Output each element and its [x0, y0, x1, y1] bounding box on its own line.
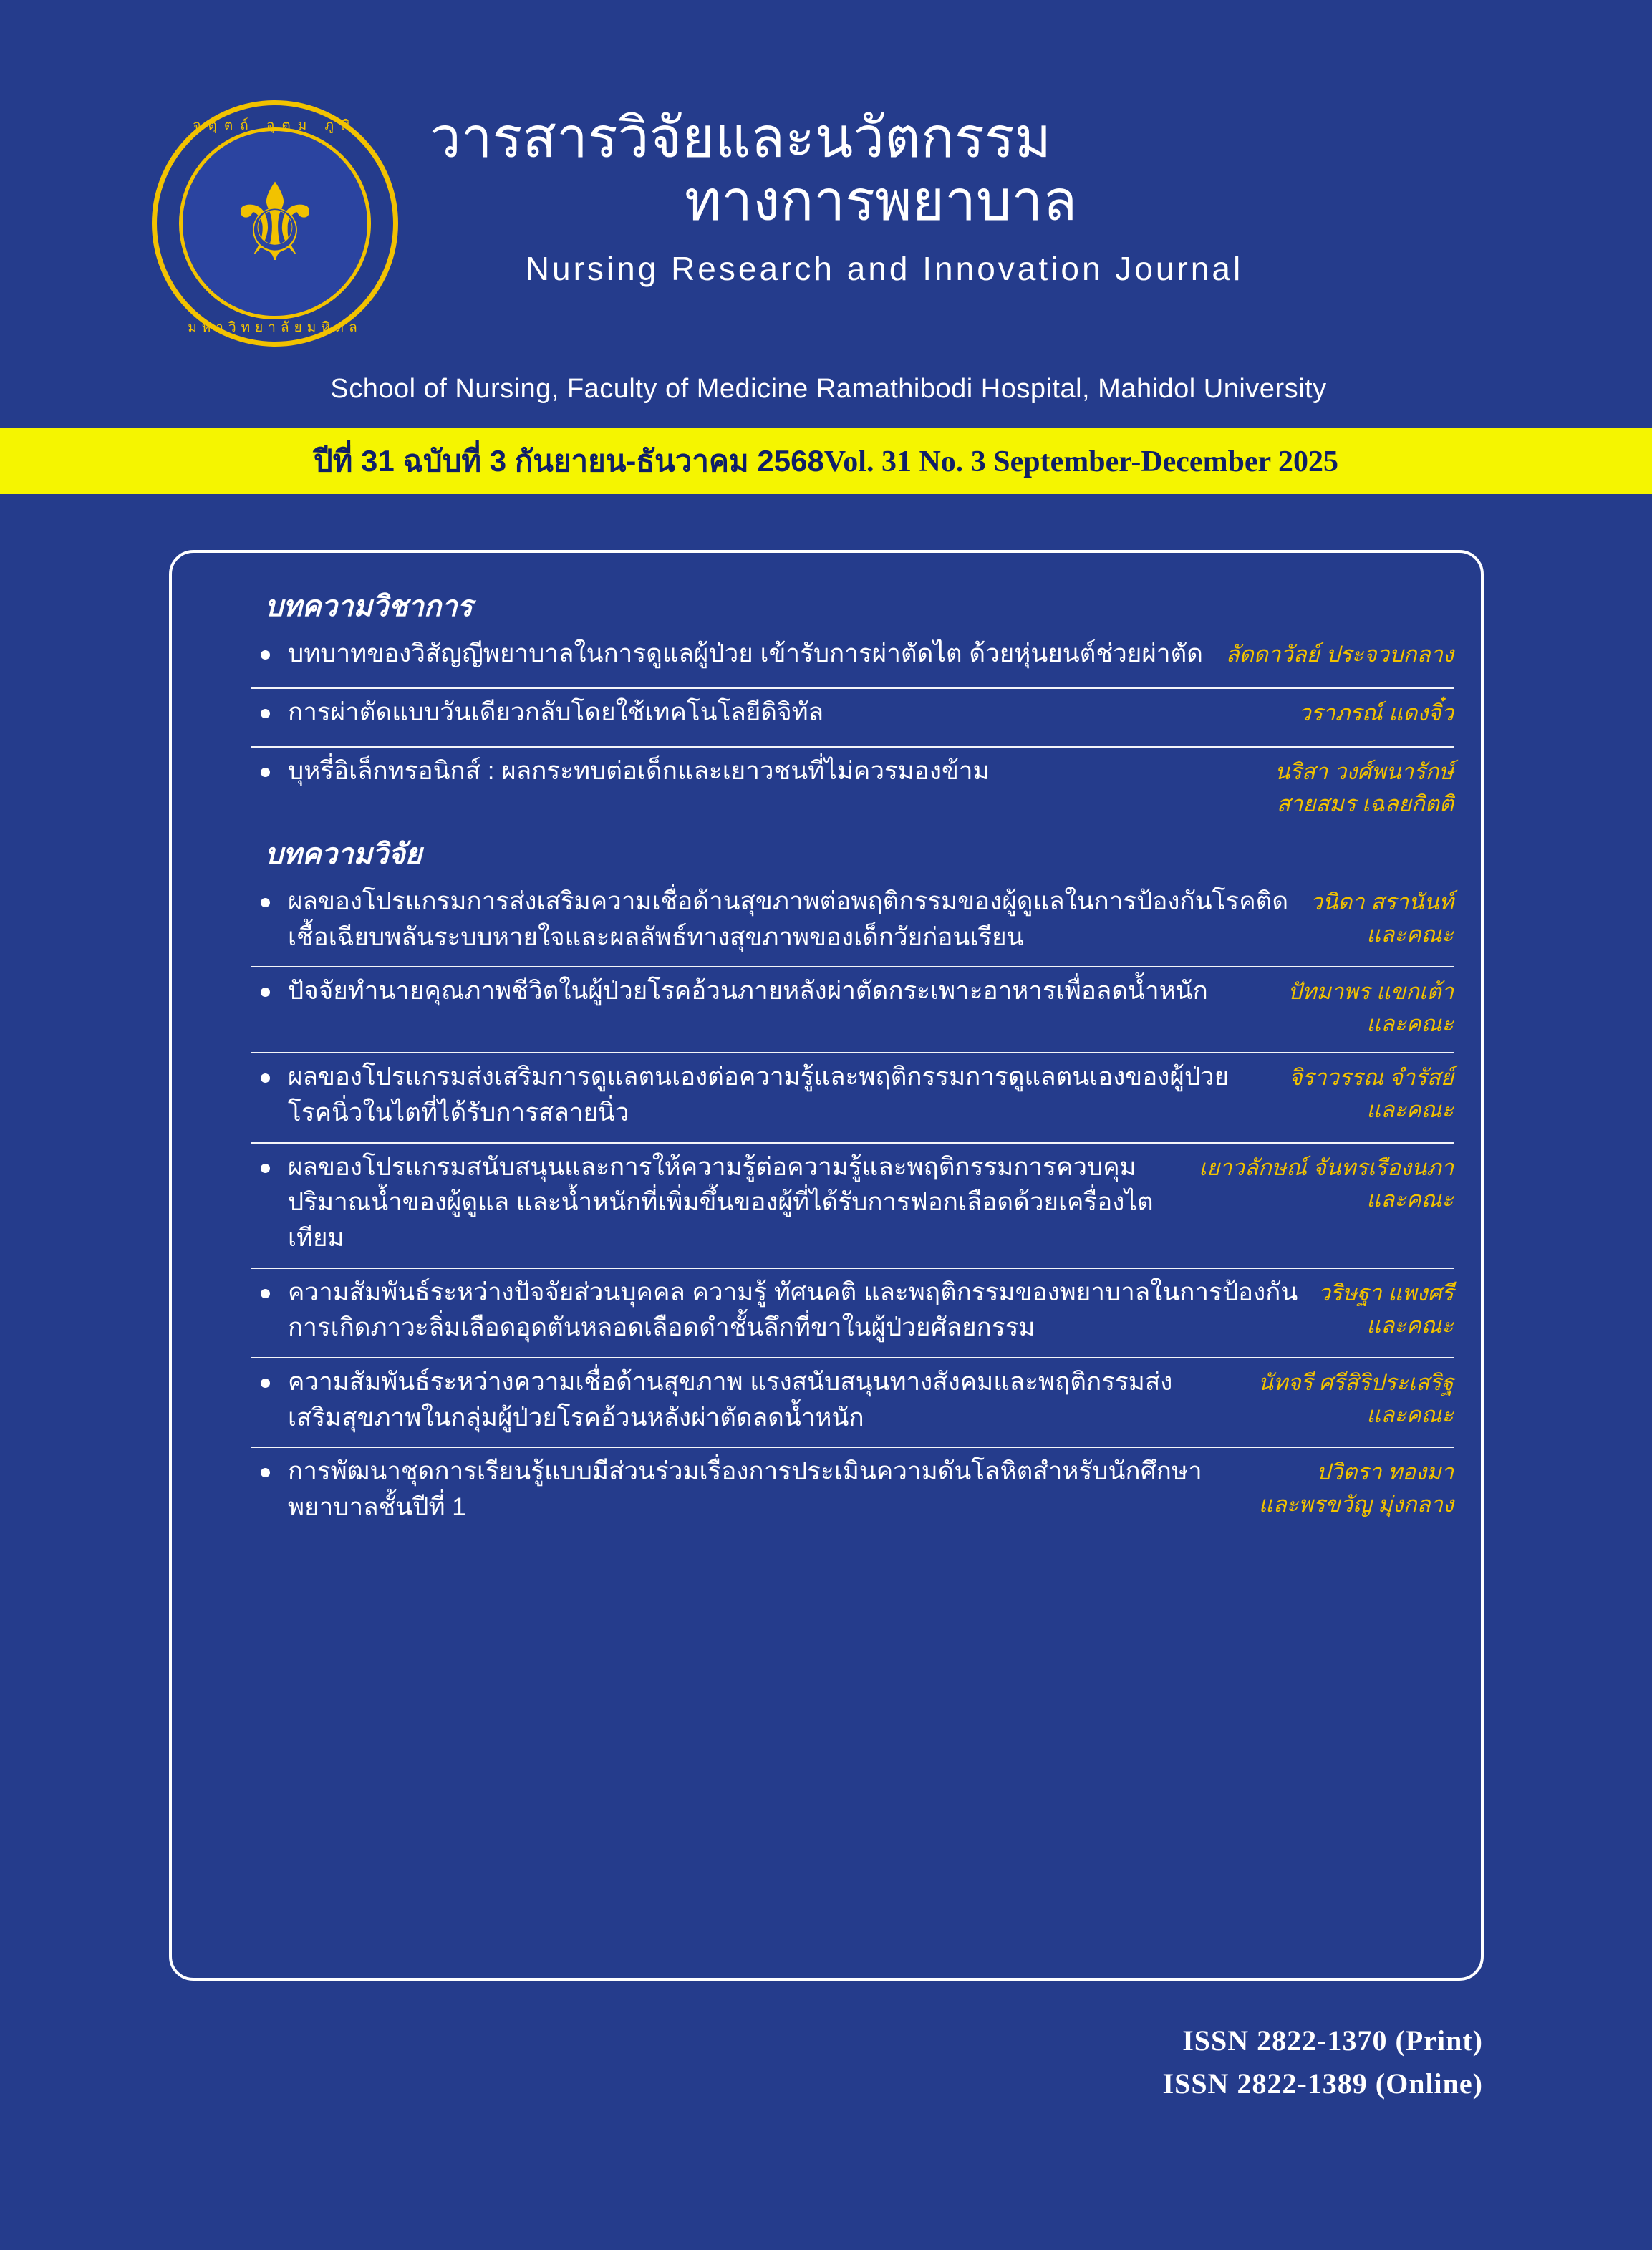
author-etal: และคณะ	[1366, 1097, 1454, 1123]
bullet-icon	[261, 1468, 270, 1477]
section-heading-research-articles: บทความวิจัย	[265, 838, 422, 870]
university-logo	[152, 100, 402, 351]
author-name: ลัดดาวัลย์ ประจวบกลาง	[1225, 642, 1454, 667]
entry-divider	[251, 687, 1454, 689]
issn-print: ISSN 2822-1370 (Print)	[1182, 2024, 1483, 2057]
issue-english: Vol. 31 No. 3 September-December 2025	[823, 445, 1338, 478]
bullet-icon	[261, 1289, 270, 1298]
author-etal: และคณะ	[1366, 1011, 1454, 1037]
toc-entry[interactable]	[251, 1056, 1454, 1134]
bullet-icon	[261, 768, 270, 777]
toc-entry-authors	[1310, 884, 1454, 951]
entry-divider	[251, 1142, 1454, 1144]
toc-entry[interactable]	[251, 881, 1454, 959]
issue-bar	[0, 428, 1652, 494]
bullet-icon	[261, 709, 270, 718]
toc-entry-authors	[1259, 1454, 1454, 1521]
toc-entry-authors	[1288, 973, 1454, 1040]
author-name: ปวิตรา ทองมา	[1316, 1459, 1454, 1485]
logo-text-top: จตุตถ์ อุตม ภูมิ	[193, 118, 357, 133]
toc-entry-title: บุหรี่อิเล็กทรอนิกส์ : ผลกระทบต่อเด็กและเยาวชนที่ไม่ควรมองข้าม	[288, 757, 990, 785]
masthead	[0, 0, 1652, 430]
entry-divider	[251, 1447, 1454, 1448]
toc-entry-title: ผลของโปรแกรมสนับสนุนและการให้ความรู้ต่อความรู้และพฤติกรรมการควบคุมปริมาณน้ำของผู้ดูแล และน้ำหนักที่เพิ่มขึ้นของผู้ที่ได้รับการฟอกเลือดด้วยเครื่องไตเทียม	[288, 1152, 1154, 1252]
toc-entry-title: ผลของโปรแกรมการส่งเสริมความเชื่อด้านสุขภาพต่อพฤติกรรมของผู้ดูแลในการป้องกันโรคติดเชื้อเฉียบพลันระบบหายใจและผลลัพธ์ทางสุขภาพของเด็กวัยก่อนเรียน	[288, 887, 1289, 951]
toc-entry[interactable]	[251, 970, 1454, 1045]
author-name: วนิดา สรานันท์	[1310, 889, 1454, 914]
bullet-icon	[261, 1379, 270, 1388]
toc-entry[interactable]	[251, 1361, 1454, 1439]
entry-divider	[251, 1357, 1454, 1358]
toc-entry[interactable]	[251, 1146, 1454, 1260]
author-name: วราภรณ์ แดงจิ๋ว	[1298, 700, 1454, 725]
entry-divider	[251, 746, 1454, 748]
toc-entry[interactable]	[251, 1272, 1454, 1350]
bullet-icon	[261, 898, 270, 907]
entry-divider	[251, 966, 1454, 967]
toc-entry-authors	[1298, 695, 1454, 730]
author-etal: และคณะ	[1366, 1312, 1454, 1338]
author-name: วริษฐา แพงศรี	[1318, 1280, 1454, 1305]
bullet-icon	[261, 650, 270, 660]
journal-title-thai-line1: วารสารวิจัยและนวัตกรรม	[430, 106, 1052, 169]
crown-emblem-icon: ⚜	[226, 161, 324, 286]
toc-entry-title: ผลของโปรแกรมส่งเสริมการดูแลตนเองต่อความรู้และพฤติกรรมการดูแลตนเองของผู้ป่วยโรคนิ่วในไตที่ได้รับการสลายนิ่ว	[288, 1063, 1230, 1126]
toc-entry[interactable]	[251, 633, 1454, 680]
toc-entry[interactable]	[251, 692, 1454, 739]
toc-entry-title: บทบาทของวิสัญญีพยาบาลในการดูแลผู้ป่วย เข้ารับการผ่าตัดไต ด้วยหุ่นยนต์ช่วยผ่าตัด	[288, 639, 1203, 667]
bullet-icon	[261, 1073, 270, 1083]
toc-entry-authors	[1226, 636, 1454, 671]
toc-entry-title: การพัฒนาชุดการเรียนรู้แบบมีส่วนร่วมเรื่องการประเมินความดันโลหิตสำหรับนักศึกษาพยาบาลชั้นปีที่ 1	[288, 1457, 1202, 1521]
toc-entry-title: ความสัมพันธ์ระหว่างปัจจัยส่วนบุคคล ความรู้ ทัศนคติ และพฤติกรรมของพยาบาลในการป้องกันการเกิดภาวะลิ่มเลือดอุดตันหลอดเลือดดำชั้นลึกที่ขาในผู้ป่วยศัลยกรรม	[288, 1278, 1298, 1342]
issn-block	[1163, 2019, 1484, 2105]
title-block	[430, 107, 1504, 288]
toc-entry-authors	[1199, 1149, 1454, 1217]
section-heading-academic-articles: บทความวิชาการ	[265, 591, 473, 622]
bullet-icon	[261, 988, 270, 997]
entry-divider	[251, 1052, 1454, 1053]
entry-divider	[251, 1268, 1454, 1269]
author-name: ปัทมาพร แขกเต้า	[1288, 979, 1454, 1005]
issue-text	[314, 438, 1338, 485]
author-name: นริสา วงศ์พนารักษ์	[1275, 759, 1454, 784]
author-name: จิราวรรณ จำรัสย์	[1289, 1065, 1454, 1091]
toc-entry-authors	[1275, 753, 1454, 821]
affiliation-line: School of Nursing, Faculty of Medicine Ramathibodi Hospital, Mahidol University	[330, 374, 1327, 404]
toc-entry[interactable]	[251, 1451, 1454, 1529]
toc-entry-authors	[1258, 1364, 1454, 1431]
journal-title-english: Nursing Research and Innovation Journal	[525, 250, 1244, 288]
toc-entry-authors	[1289, 1059, 1454, 1126]
issue-thai: ปีที่ 31 ฉบับที่ 3 กันยายน-ธันวาคม 2568	[314, 444, 824, 478]
toc-entry-authors	[1318, 1275, 1454, 1342]
author-etal: และคณะ	[1366, 1187, 1454, 1212]
toc-entry-title: การผ่าตัดแบบวันเดียวกลับโดยใช้เทคโนโลยีดิจิทัล	[288, 698, 824, 726]
journal-title-thai-line2: ทางการพยาบาล	[684, 169, 1078, 233]
issn-online: ISSN 2822-1389 (Online)	[1162, 2067, 1483, 2100]
toc-entry[interactable]	[251, 750, 1454, 825]
author-name: เยาวลักษณ์ จันทรเรืองนภา	[1199, 1154, 1454, 1180]
author-name: นัทจรี ศรีสิริประเสริฐ	[1257, 1369, 1454, 1395]
logo-text-bottom: มหาวิทยาลัยมหิดล	[188, 320, 362, 335]
author-etal: และคณะ	[1366, 1401, 1454, 1427]
author-etal: และคณะ	[1366, 921, 1454, 947]
toc-entry-title: ปัจจัยทำนายคุณภาพชีวิตในผู้ป่วยโรคอ้วนภายหลังผ่าตัดกระเพาะอาหารเพื่อลดน้ำหนัก	[288, 977, 1208, 1005]
author-etal: และพรขวัญ มุ่งกลาง	[1258, 1492, 1454, 1517]
contents-list	[251, 577, 1454, 1530]
contents-panel	[169, 550, 1484, 1981]
toc-entry-title: ความสัมพันธ์ระหว่างความเชื่อด้านสุขภาพ แรงสนับสนุนทางสังคมและพฤติกรรมส่งเสริมสุขภาพในกลุ่มผู้ป่วยโรคอ้วนหลังผ่าตัดลดน้ำหนัก	[288, 1367, 1173, 1431]
author-name: สายสมร เฉลยกิตติ	[1276, 791, 1454, 816]
bullet-icon	[261, 1164, 270, 1173]
